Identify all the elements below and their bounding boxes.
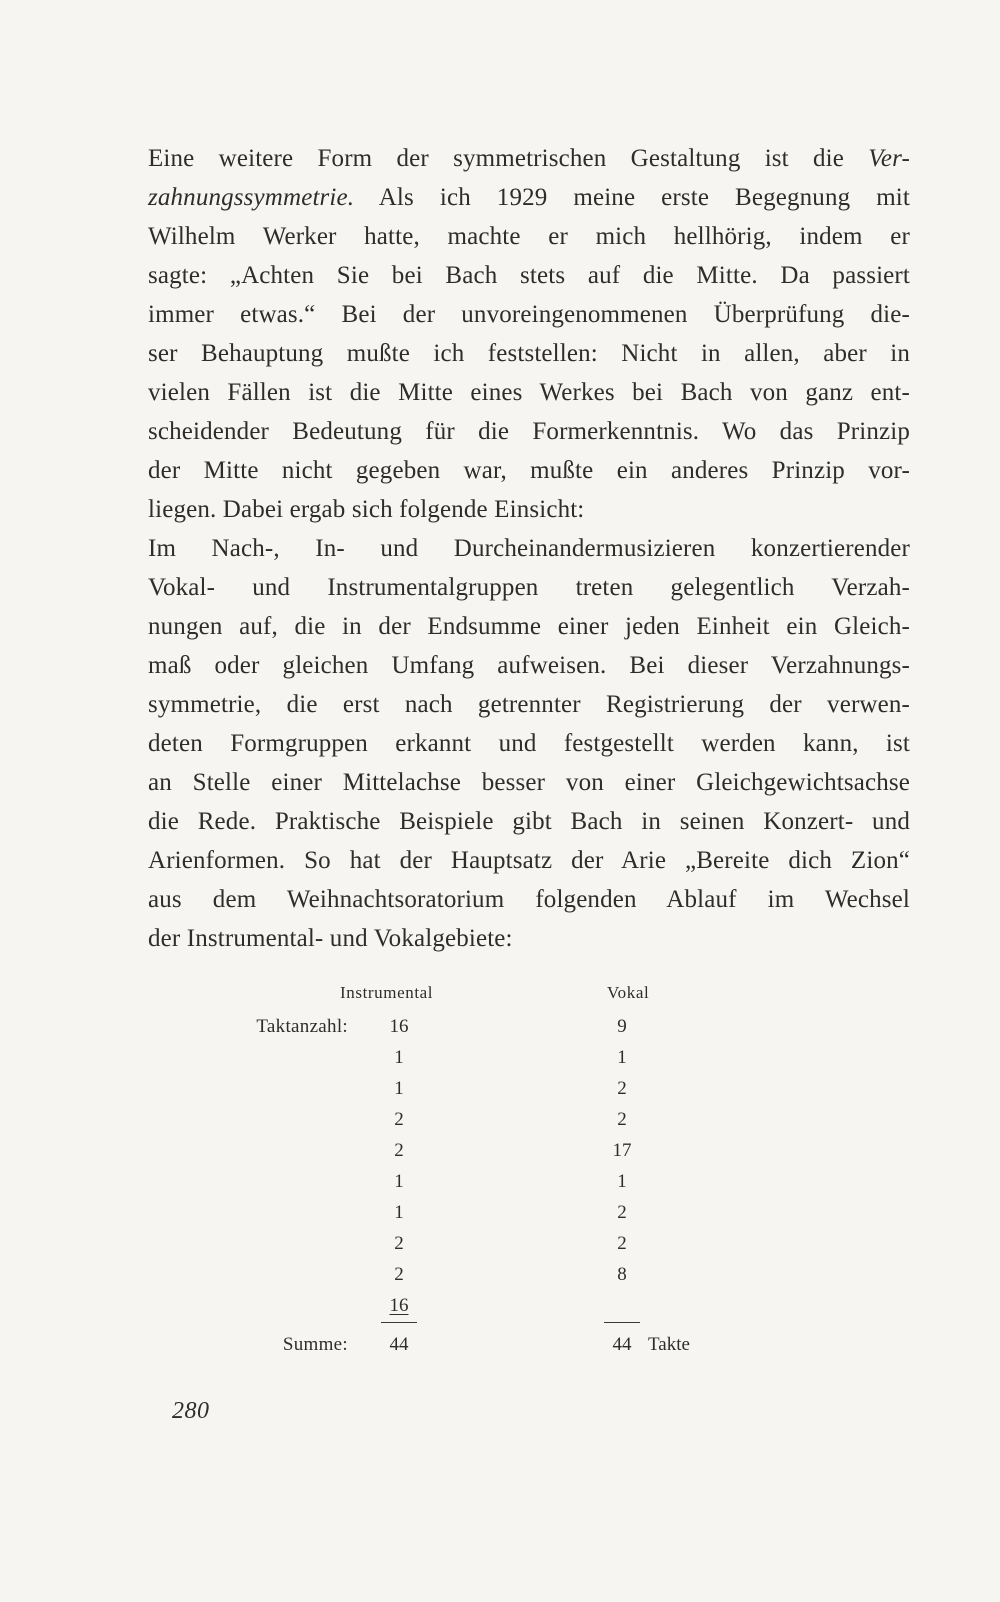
vokal-value: 2 <box>617 1078 627 1099</box>
text-line-16: deten Formgruppen erkannt und festgestellt werden kann, ist <box>148 730 910 757</box>
text-line-6: ser Behauptung mußte ich feststellen: Nicht in allen, aber in <box>148 340 910 367</box>
text-line-11: Im Nach-, In- und Durcheinandermusizieren konzertierender <box>148 535 910 562</box>
text-line-20: aus dem Weihnachtsoratorium folgenden Ablauf im Wechsel <box>148 886 910 913</box>
text-line-8: scheidender Bedeutung für die Formerkenntnis. Wo das Prinzip <box>148 418 910 445</box>
text-line-10: liegen. Dabei ergab sich folgende Einsicht: <box>148 496 585 523</box>
row-label-taktanzahl: Taktanzahl: <box>256 1016 348 1037</box>
vokal-value: 9 <box>617 1016 627 1037</box>
text-line-21: der Instrumental- und Vokalgebiete: <box>148 925 513 952</box>
text-line-13: nungen auf, die in der Endsumme einer jeden Einheit ein Gleich- <box>148 613 910 640</box>
unit-takte: Takte <box>648 1334 690 1355</box>
sum-rule-vokal <box>604 1322 640 1323</box>
instrumental-value: 2 <box>394 1109 404 1130</box>
text-line-1: Eine weitere Form der symmetrischen Gestaltung ist die Ver- <box>148 145 910 172</box>
vokal-value: 17 <box>612 1140 632 1161</box>
vokal-value: 2 <box>617 1202 627 1223</box>
vokal-value: 1 <box>617 1171 627 1192</box>
page-number: 280 <box>172 1398 210 1424</box>
body-paragraph <box>148 139 910 958</box>
vokal-value: 2 <box>617 1233 627 1254</box>
instrumental-value: 2 <box>394 1233 404 1254</box>
text-line-4: sagte: „Achten Sie bei Bach stets auf die Mitte. Da passiert <box>148 262 910 289</box>
text-line-12: Vokal- und Instrumentalgruppen treten gelegentlich Verzah- <box>148 574 910 601</box>
text-line-15: symmetrie, die erst nach getrennter Registrierung der verwen- <box>148 691 910 718</box>
text-line-14: maß oder gleichen Umfang aufweisen. Bei dieser Verzahnungs- <box>148 652 910 679</box>
instrumental-value: 1 <box>394 1202 404 1223</box>
header-vokal: Vokal <box>607 983 650 1002</box>
text-line-18: die Rede. Praktische Beispiele gibt Bach in seinen Konzert- und <box>148 808 910 835</box>
instrumental-value: 2 <box>394 1140 404 1161</box>
vokal-value: 8 <box>617 1264 627 1285</box>
sum-vokal: 44 <box>612 1334 632 1355</box>
text-line-5: immer etwas.“ Bei der unvoreingenommenen Überprüfung die- <box>148 301 910 328</box>
vokal-value: 1 <box>617 1047 627 1068</box>
text-line-3: Wilhelm Werker hatte, machte er mich hellhörig, indem er <box>148 223 910 250</box>
sum-rule-instrumental <box>381 1322 417 1323</box>
instrumental-value: 16 <box>389 1016 409 1037</box>
text-line-9: der Mitte nicht gegeben war, mußte ein anderes Prinzip vor- <box>148 457 910 484</box>
row-label-summe: Summe: <box>282 1334 348 1355</box>
vokal-value: 2 <box>617 1109 627 1130</box>
text-line-2: zahnungssymmetrie. Als ich 1929 meine erste Begegnung mit <box>148 184 910 211</box>
instrumental-value: 1 <box>394 1047 404 1068</box>
text-line-7: vielen Fällen ist die Mitte eines Werkes bei Bach von ganz ent- <box>148 379 910 406</box>
header-instrumental: Instrumental <box>340 983 434 1002</box>
instrumental-value: 2 <box>394 1264 404 1285</box>
instrumental-value: 1 <box>394 1171 404 1192</box>
instrumental-value: 1 <box>394 1078 404 1099</box>
text-line-17: an Stelle einer Mittelachse besser von einer Gleichgewichtsachse <box>148 769 910 796</box>
text-line-19: Arienformen. So hat der Hauptsatz der Arie „Bereite dich Zion“ <box>148 847 910 874</box>
sum-instrumental: 44 <box>389 1334 409 1355</box>
instrumental-value: 16 <box>389 1295 409 1316</box>
